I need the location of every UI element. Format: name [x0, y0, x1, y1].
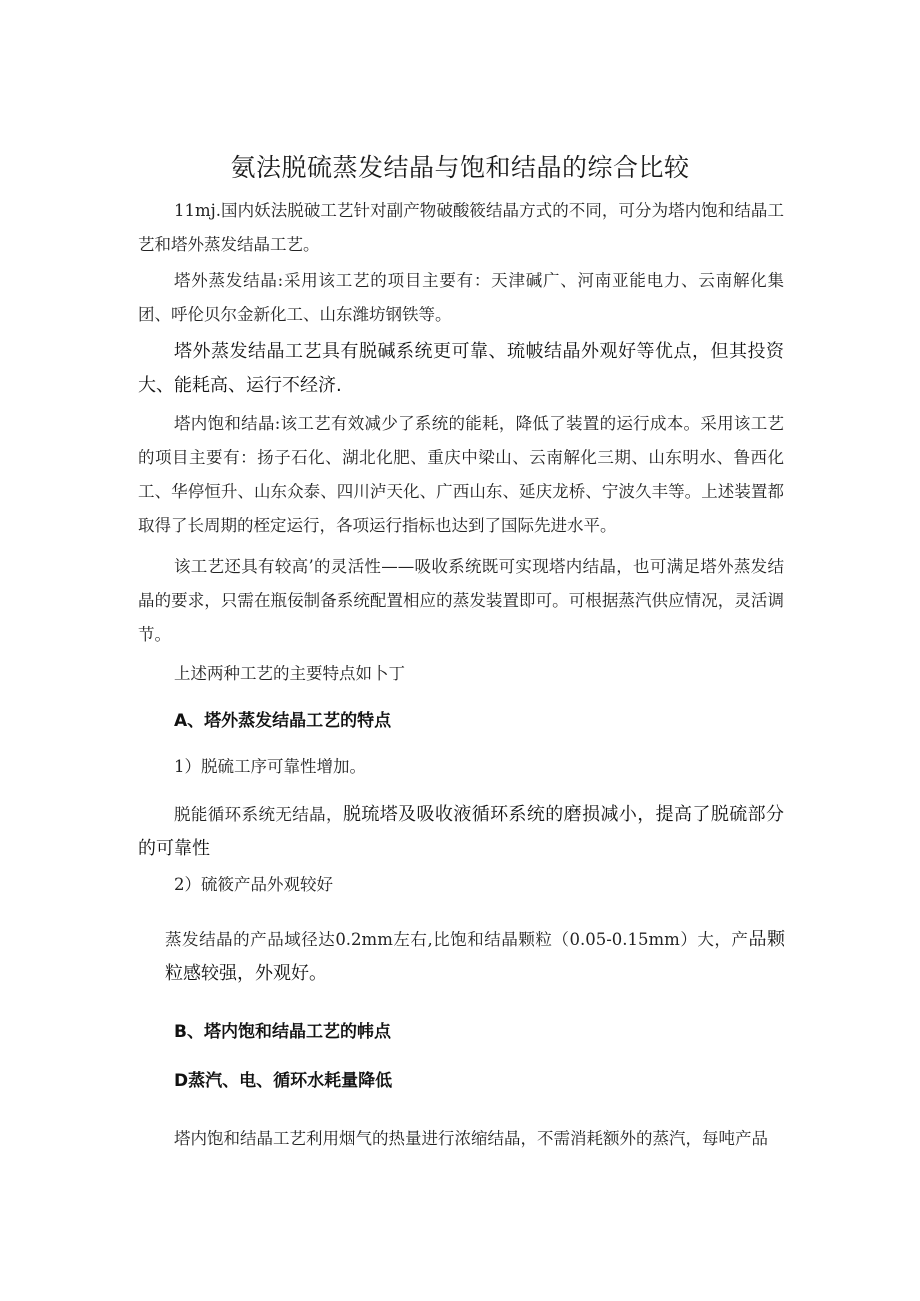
paragraph-b1: 塔内饱和结晶工艺利用烟气的热量进行浓缩结晶，不需消耗额外的蒸汽，每吨产品 — [174, 1129, 768, 1148]
item-b1: D蒸汽、电、循环水耗量降低 — [174, 1071, 393, 1091]
section-b-heading: B、塔内饱和结晶工艺的帏点 — [174, 1022, 391, 1042]
internal-description-paragraph: 塔内饱和结晶:该工艺有效减少了系统的能耗，降低了装置的运行成本。采用该工艺的项目主要有：扬子石化、湖北化肥、重庆中梁山、云南解化三期、山东明水、鲁西化工、华停恒升、山东众泰、四川泸天化、广西山东、延庆龙桥、宁波久丰等。上述装置都取得了长周期的桎定运行，各项运行指标也达到了国际先进水平。 — [138, 414, 784, 535]
item-a2: 2）硫筱产品外观较好 — [174, 875, 333, 894]
flexibility-paragraph: 该工艺还具有较高’的灵活性——吸收系统既可实现塔内结晶，也可满足塔外蒸发结晶的要求，只需在瓶佞制备系统配置相应的蒸发装置即可。可根据蒸汽供应情况，灵活调节。 — [138, 557, 784, 644]
paragraph-a1-part1: 脱能循环系统无结晶， — [174, 805, 343, 824]
intro-paragraph: 11mj.国内妖法脱破工艺针对副产物破酸筱结晶方式的不同，可分为塔内饱和结晶工艺和塔外蒸发结晶工艺。 — [138, 201, 784, 254]
document-title: 氨法脱硫蒸发结晶与饱和结晶的综合比较 — [230, 153, 690, 182]
external-projects-paragraph: 塔外蒸发结晶:采用该工艺的项目主要有：天津碱广、河南亚能电力、云南解化集团、呼伦贝尔金新化工、山东潍坊钢铁等。 — [138, 271, 784, 324]
paragraph-a2 — [165, 923, 785, 991]
paragraph-a2-part1: 蒸发结晶的产品域径达0.2mm左右,比饱和结晶颗粒（0.05-0.15mm）大，产 — [165, 930, 749, 949]
summary-intro: 上述两种工艺的主要特点如卜丁 — [174, 664, 405, 683]
paragraph-a1-part2: 脱琉塔及吸收液循环系统的磨损减小，提高了脱硫部分的可靠性 — [138, 804, 785, 859]
item-a1: 1）脱硫工序可靠性增加。 — [174, 757, 366, 776]
section-a-heading: A、塔外蒸发结晶工艺的特点 — [174, 711, 392, 731]
paragraph-a2-part2: 品颗粒感较强，外观好。 — [165, 929, 785, 984]
paragraph-a1 — [138, 798, 784, 866]
external-advantages-paragraph: 塔外蒸发结晶工艺具有脱碱系统更可靠、琉帔结晶外观好等优点，但其投资大、能耗高、运行不经济. — [138, 341, 784, 396]
